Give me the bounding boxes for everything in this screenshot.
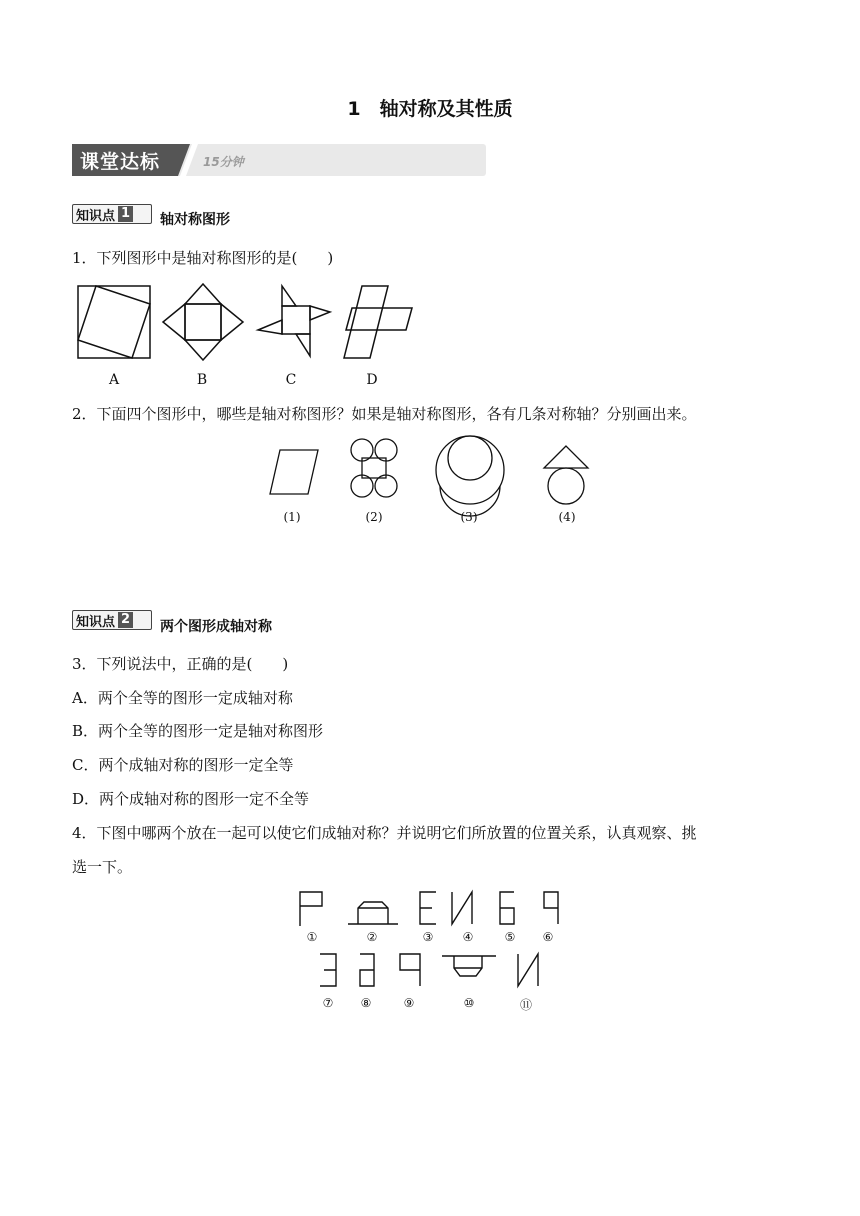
shape-7 bbox=[320, 954, 336, 986]
figure-label-1: (1) bbox=[283, 510, 301, 524]
shape-5 bbox=[500, 892, 514, 924]
page-title: 1 轴对称及其性质 bbox=[347, 98, 513, 120]
option-label-b: B bbox=[196, 372, 208, 388]
question-2: 2．下面四个图形中，哪些是轴对称图形？如果是轴对称图形，各有几条对称轴？分别画出来。 bbox=[72, 405, 697, 423]
knowledge-point-title-1: 轴对称图形 bbox=[160, 212, 230, 228]
shape-11 bbox=[518, 954, 538, 986]
badge-text: 知识点 bbox=[76, 614, 116, 630]
q3-option-b: B．两个全等的图形一定是轴对称图形 bbox=[72, 722, 324, 740]
knowledge-point-badge-2 bbox=[72, 610, 152, 630]
shape-8 bbox=[360, 954, 374, 986]
triangle-circle bbox=[544, 446, 588, 504]
shape-label-5: ⑤ bbox=[504, 930, 516, 944]
circle-arcs bbox=[436, 436, 504, 516]
badge-number: 2 bbox=[118, 612, 133, 628]
question-4-line-2: 选一下。 bbox=[72, 858, 133, 876]
knowledge-point-title-2: 两个图形成轴对称 bbox=[160, 619, 272, 635]
shape-2 bbox=[348, 902, 398, 924]
q1-figures bbox=[72, 282, 432, 362]
shape-4 bbox=[452, 892, 472, 924]
shape-10 bbox=[442, 956, 496, 976]
banner-time: 15分钟 bbox=[203, 155, 244, 169]
shape-label-4: ④ bbox=[462, 930, 474, 944]
shape-label-1: ① bbox=[306, 930, 318, 944]
shape-9 bbox=[400, 954, 420, 986]
shape-label-2: ② bbox=[366, 930, 378, 944]
four-circles bbox=[351, 439, 397, 497]
shape-label-10: ⑩ bbox=[463, 996, 475, 1010]
figure-a bbox=[78, 286, 150, 358]
q3-option-c: C．两个成轴对称的图形一定全等 bbox=[72, 756, 294, 774]
parallelogram bbox=[270, 450, 318, 494]
shape-label-9: ⑨ bbox=[403, 996, 415, 1010]
option-label-d: D bbox=[366, 372, 378, 388]
shape-label-11: ⑪ bbox=[519, 998, 532, 1012]
figure-d bbox=[344, 286, 412, 358]
shape-3 bbox=[420, 892, 436, 924]
figure-label-2: (2) bbox=[365, 510, 383, 524]
shape-label-7: ⑦ bbox=[322, 996, 334, 1010]
option-label-c: C bbox=[285, 372, 297, 388]
question-4-line-1: 4．下图中哪两个放在一起可以使它们成轴对称？并说明它们所放置的位置关系，认真观察、挑 bbox=[72, 824, 697, 842]
badge-text: 知识点 bbox=[76, 208, 116, 224]
figure-label-4: (4) bbox=[558, 510, 576, 524]
question-3: 3．下列说法中，正确的是( ) bbox=[72, 655, 289, 673]
knowledge-point-badge-1 bbox=[72, 204, 152, 224]
question-1: 1．下列图形中是轴对称图形的是( ) bbox=[72, 249, 334, 267]
q3-option-a: A．两个全等的图形一定成轴对称 bbox=[72, 689, 293, 707]
shape-1 bbox=[300, 892, 322, 926]
figure-label-3: (3) bbox=[460, 510, 478, 524]
shape-label-8: ⑧ bbox=[360, 996, 372, 1010]
shape-6 bbox=[544, 892, 558, 924]
figure-b bbox=[163, 284, 243, 360]
shape-label-6: ⑥ bbox=[542, 930, 554, 944]
option-label-a: A bbox=[108, 372, 120, 388]
badge-number: 1 bbox=[118, 206, 133, 222]
q2-figures bbox=[262, 434, 602, 506]
figure-c bbox=[258, 286, 330, 356]
banner-label: 课堂达标 bbox=[80, 151, 161, 173]
shape-label-3: ③ bbox=[422, 930, 434, 944]
q3-option-d: D．两个成轴对称的图形一定不全等 bbox=[72, 790, 310, 808]
